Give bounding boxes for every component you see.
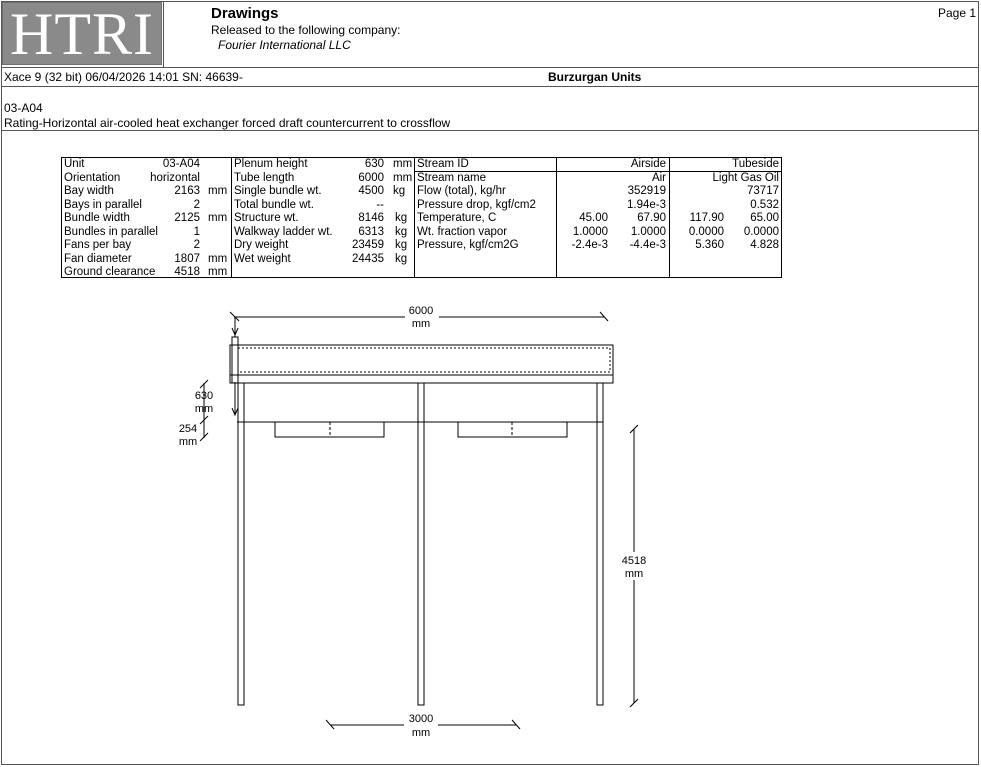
dim-ground-value: 4518 [621,555,647,567]
air-outlet: -4.4e-3 [629,239,666,251]
tube-inlet: 0.0000 [688,225,724,238]
param-value: 24435 [352,252,384,265]
param-label: Fans per bay [64,239,132,251]
param-unit: kg [395,225,408,238]
released-label: Released to the following company: [211,23,401,37]
param-unit: mm [393,158,413,170]
param-value: 4500 [358,185,384,197]
case-description: Rating-Horizontal air-cooled heat exchanger forced draft countercurrent to crossflow [4,116,451,130]
air-outlet: 1.94e-3 [626,198,666,211]
air-outlet: Air [651,171,666,184]
param-label: Orientation [64,171,121,184]
param-value: 6000 [358,171,384,184]
param-unit: kg [395,212,408,224]
param-value: 1807 [174,252,200,265]
tubeside-header: Tubeside [732,158,779,170]
tube-bundle-inner [238,348,610,372]
dim-bay-value: 3000 [408,713,434,725]
param-unit: kg [395,239,408,251]
param-value: 1 [193,225,200,238]
dim-254-value: 254 [178,423,198,435]
param-unit: mm [208,266,228,278]
param-unit: mm [208,212,228,224]
air-outlet: 352919 [627,185,666,197]
tube-bundle [230,345,613,383]
tube-outlet: 65.00 [750,212,779,224]
units-label: Burzurgan Units [548,70,642,84]
param-unit: mm [208,252,228,265]
param-unit: mm [208,185,228,197]
air-inlet: 45.00 [579,212,608,224]
support-leg-middle [418,383,424,705]
tube-inlet: 117.90 [689,212,724,224]
stream-param-label: Wt. fraction vapor [417,225,508,238]
stream-param-label: Pressure, kgf/cm2G [417,239,519,251]
param-label: Wet weight [234,252,291,265]
stream-param-label: Temperature, C [417,212,497,224]
page-number: Page 1 [938,6,977,20]
param-value: 2 [193,239,200,251]
param-label: Walkway ladder wt. [234,225,333,238]
stream-param-label: Pressure drop, kgf/cm2 [417,198,536,211]
header-box [232,337,238,383]
param-value: 4518 [174,266,200,278]
dim-254-unit: mm [178,436,198,448]
dim-bay-unit: mm [411,727,431,739]
param-unit: mm [393,171,413,184]
case-id: 03-A04 [4,101,43,115]
param-value: 8146 [358,212,384,224]
tube-outlet: 4.828 [750,239,779,251]
air-outlet: 1.0000 [630,225,666,238]
air-outlet: 67.90 [637,212,666,224]
company-name: Fourier International LLC [218,38,351,52]
param-label: Bays in parallel [64,198,142,211]
param-label: Ground clearance [64,266,156,278]
param-value: 2 [193,198,200,211]
param-value: 2125 [174,212,200,224]
param-label: Total bundle wt. [234,198,314,211]
param-value: -- [376,198,384,211]
param-unit: kg [395,252,408,265]
param-value: 2163 [174,185,200,197]
tube-inlet: 5.360 [695,239,724,251]
param-value: 23459 [352,239,384,251]
param-label: Structure wt. [234,212,299,224]
htri-logo-text: HTRI [10,1,154,67]
param-label: Bundle width [64,212,130,224]
tube-outlet: 73717 [747,185,779,197]
airside-header: Airside [630,158,666,170]
stream-id-label: Stream ID [417,158,469,170]
param-label: Bundles in parallel [64,225,158,238]
dim-plenum-value: 630 [194,390,214,402]
support-leg-left [238,383,244,705]
dim-plenum-unit: mm [194,403,214,415]
dim-ground-unit: mm [624,568,644,580]
air-inlet: 1.0000 [572,225,608,238]
param-unit: kg [393,185,406,197]
param-label: Single bundle wt. [234,185,322,197]
tube-outlet: 0.0000 [743,225,779,238]
param-value: 630 [364,158,384,170]
param-value: horizontal [150,171,200,184]
param-label: Dry weight [234,239,289,251]
air-inlet: -2.4e-3 [571,239,608,251]
param-value: 03-A04 [162,158,200,170]
param-value: 6313 [358,225,384,238]
param-label: Fan diameter [64,252,132,265]
param-label: Bay width [64,185,114,197]
support-leg-right [597,383,603,705]
param-label: Unit [64,158,85,170]
param-label: Tube length [234,171,295,184]
program-line: Xace 9 (32 bit) 06/04/2026 14:01 SN: 46639- [4,70,243,84]
tube-outlet: 0.532 [750,198,779,211]
dim-tube-length-unit: mm [411,318,431,330]
page-title: Drawings [211,5,279,22]
tube-outlet: Light Gas Oil [712,171,779,184]
stream-param-label: Flow (total), kg/hr [417,185,506,197]
dim-tube-length-value: 6000 [408,305,434,317]
stream-param-label: Stream name [417,171,487,184]
param-label: Plenum height [234,158,308,170]
